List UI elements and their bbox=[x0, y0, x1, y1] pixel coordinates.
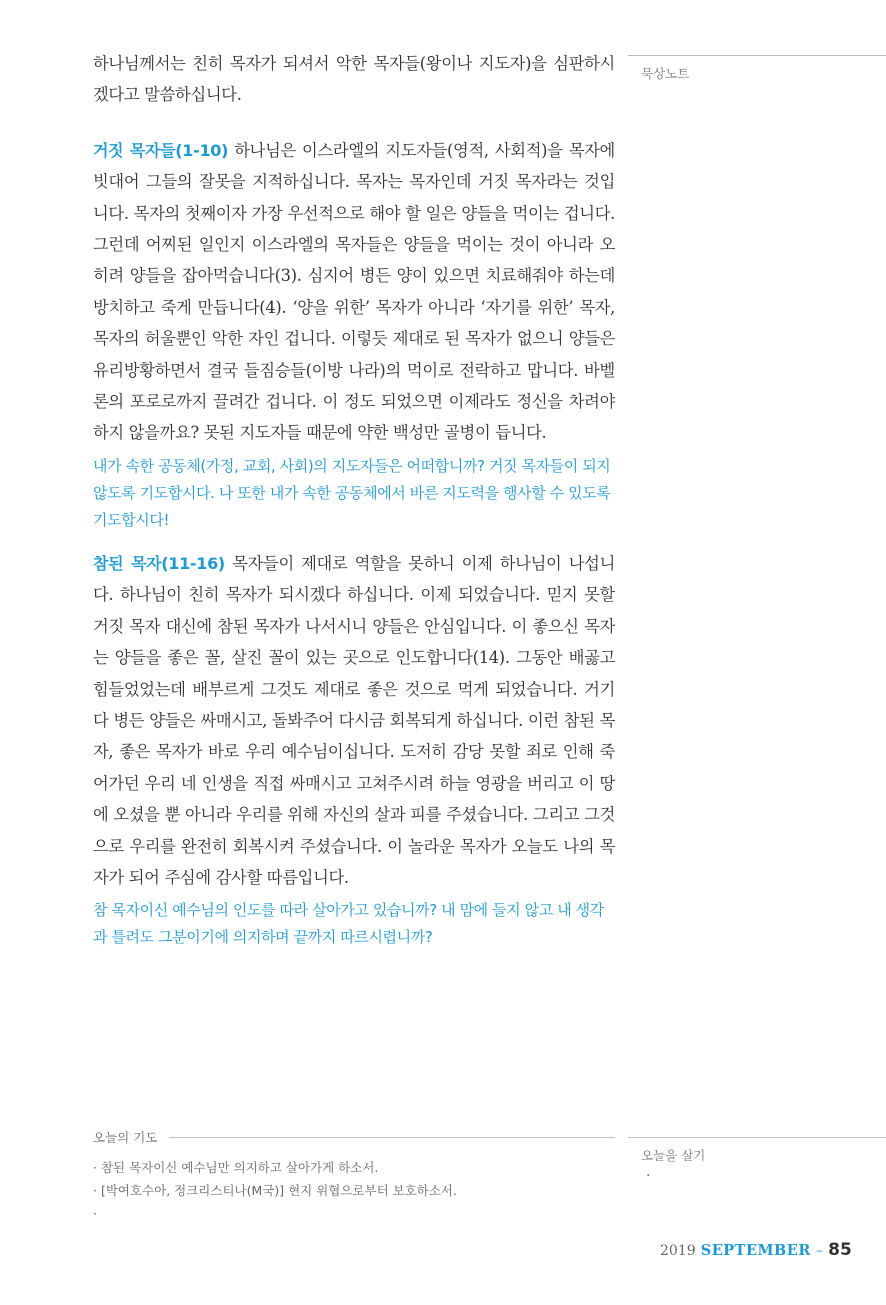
section2-heading: 참된 목자(11-16) bbox=[93, 553, 225, 573]
living-rule bbox=[628, 1137, 886, 1138]
living-bullet: · bbox=[646, 1168, 651, 1184]
section2-text: 목자들이 제대로 역할을 못하니 이제 하나님이 나섭니다. 하나님이 친히 목자가 되시겠다 하십니다. 이제 되었습니다. 믿지 못할 거짓 목자 대신에 참된 목자가 나서시니 양들은 안심입니다. 이 좋으신 목자는 양들을 좋은 꼴, 살진 꼴이 있는 곳으로 인도합니다(14). 그동안 배곯고 힘들었었는데 배부르게 그것도 제대로 좋은 것으로 먹게 되었습니다. 거기다 병든 양들은 싸매시고, 돌봐주어 다시금 회복되게 하십니다. 이런 참된 목자, 좋은 목자가 바로 우리 예수님이십니다. 도저히 감당 못할 죄로 인해 죽어가던 우리 네 인생을 직접 싸매시고 고쳐주시려 하늘 영광을 버리고 이 땅에 오셨을 뿐 아니라 우리를 위해 자신의 살과 피를 주셨습니다. 그리고 그것으로 우리를 완전히 회복시켜 주셨습니다. 이 놀라운 목자가 오늘도 나의 목자가 되어 주심에 감사할 따름입니다. bbox=[93, 553, 615, 887]
page-number: 85 bbox=[828, 1240, 852, 1260]
prayer-item: · 참된 목자이신 예수님만 의지하고 살아가게 하소서. bbox=[93, 1156, 615, 1179]
prayer-list bbox=[93, 1156, 615, 1225]
intro-paragraph: 하나님께서는 친히 목자가 되셔서 악한 목자들(왕이나 지도자)을 심판하시겠다고 말씀하십니다. bbox=[93, 54, 615, 105]
notes-label: 묵상노트 bbox=[641, 66, 690, 81]
prayer-label: 오늘의 기도 bbox=[93, 1130, 158, 1145]
section1-paragraph bbox=[93, 135, 615, 449]
footer-year: 2019 bbox=[660, 1243, 696, 1259]
footer-dash: – bbox=[816, 1243, 824, 1259]
section2-application: 참 목자이신 예수님의 인도를 따라 살아가고 있습니까? 내 맘에 들지 않고 내 생각과 틀려도 그분이기에 의지하며 끝까지 따르시렵니까? bbox=[93, 901, 604, 947]
living-label: 오늘을 살기 bbox=[641, 1148, 706, 1163]
page-footer bbox=[660, 1240, 852, 1260]
section1-application: 내가 속한 공동체(가정, 교회, 사회)의 지도자들은 어떠합니까? 거짓 목자들이 되지 않도록 기도합시다. 나 또한 내가 속한 공동체에서 바른 지도력을 행사할 수 있도록 기도합시다! bbox=[93, 456, 611, 529]
section1-text: 하나님은 이스라엘의 지도자들(영적, 사회적)을 목자에 빗대어 그들의 잘못을 지적하십니다. 목자는 목자인데 거짓 목자라는 것입니다. 목자의 첫째이자 가장 우선적으로 해야 할 일은 양들을 먹이는 겁니다. 그런데 어찌된 일인지 이스라엘의 목자들은 양들을 먹이는 것이 아니라 오히려 양들을 잡아먹습니다(3). 심지어 병든 양이 있으면 치료해줘야 하는데 방치하고 죽게 만듭니다(4). ‘양을 위한’ 목자가 아니라 ‘자기를 위한’ 목자, 목자의 허울뿐인 악한 자인 겁니다. 이렇듯 제대로 된 목자가 없으니 양들은 유리방황하면서 결국 들짐승들(이방 나라)의 먹이로 전락하고 맙니다. 바벨론의 포로로까지 끌려간 겁니다. 이 정도 되었으면 이제라도 정신을 차려야 하지 않을까요? 못된 지도자들 때문에 약한 백성만 골병이 듭니다. bbox=[93, 140, 615, 443]
prayer-section bbox=[93, 1128, 615, 1225]
prayer-header bbox=[93, 1128, 615, 1146]
prayer-item: · [박여호수아, 정크리스티나(M국)] 현지 위협으로부터 보호하소서. bbox=[93, 1179, 615, 1202]
section2-paragraph bbox=[93, 548, 615, 893]
notes-rule bbox=[628, 55, 886, 56]
prayer-item bbox=[93, 1202, 615, 1225]
section1-heading: 거짓 목자들(1-10) bbox=[93, 140, 229, 160]
footer-month: SEPTEMBER bbox=[700, 1242, 811, 1259]
devotional-body bbox=[93, 48, 615, 951]
prayer-rule bbox=[169, 1137, 615, 1138]
